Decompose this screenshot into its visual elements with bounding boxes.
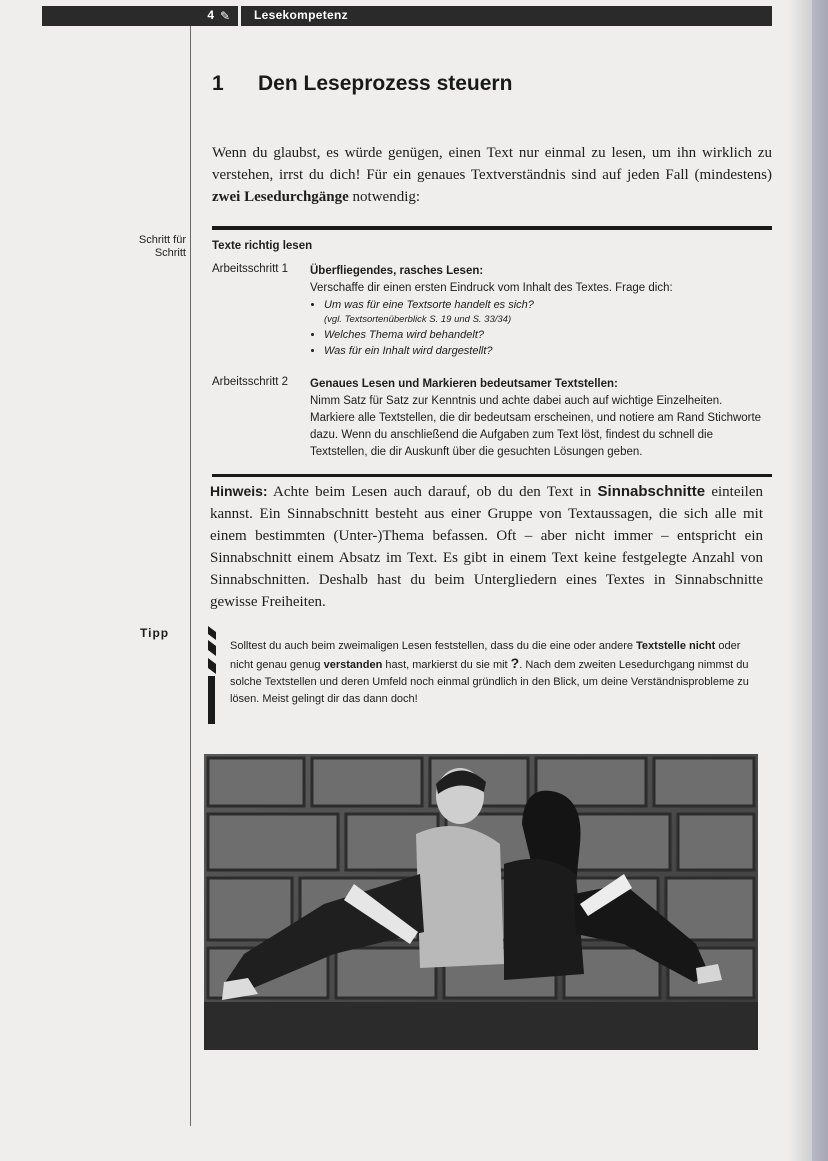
- pencil-icon: ✎: [220, 9, 231, 23]
- intro-paragraph: [212, 142, 772, 208]
- step2-text: Nimm Satz für Satz zur Kenntnis und achte dabei auch auf wichtige Einzelheiten. Markiere alle Textstellen, die dir bedeutsam erscheinen, und notiere am Rand Stichworte dazu. Wenn du anschließend die Aufgaben zum Text löst, findest du schnell die Textstellen, die dir Auskunft über die gesuchten Lösungen geben.: [310, 395, 762, 458]
- tip-text-4: . Nach dem zweiten Lesedurchgang nimmst du solche Textstellen und deren Umfeld noch einmal gründlich in den Blick, um deine Verständnisprobleme zu lösen. Meist gelingt dir das dann doch!: [230, 659, 749, 705]
- tip-emphasis-2: verstanden: [323, 659, 383, 671]
- hint-emphasis: Sinnabschnitte: [597, 483, 706, 500]
- steps-box: [212, 226, 772, 477]
- section-heading: [212, 72, 512, 96]
- intro-text-end: notwendig:: [348, 189, 421, 205]
- list-item: • Um was für eine Textsorte handelt es sich?: [324, 297, 770, 313]
- section-title: Den Leseprozess steuern: [258, 72, 513, 95]
- question-mark: ?: [510, 655, 520, 671]
- tip-text-2: oder nicht genau genug: [230, 640, 741, 671]
- running-header: [42, 6, 772, 26]
- steps-title: Texte richtig lesen: [212, 240, 313, 252]
- tip-text-3: hast, markierst du sie mit: [382, 659, 511, 671]
- hint-paragraph: [210, 480, 763, 613]
- pencil-icon: [206, 626, 216, 724]
- chapter-title: Lesekompetenz: [254, 8, 348, 22]
- step1-text: Verschaffe dir einen ersten Eindruck vom Inhalt des Textes. Frage dich:: [310, 282, 673, 294]
- section-number: 1: [212, 72, 224, 95]
- tip-emphasis-1: Textstelle nicht: [636, 640, 716, 652]
- list-item-reference: (vgl. Textsortenüberblick S. 19 und S. 33/34): [324, 314, 512, 325]
- side-label-tip: Tipp: [140, 626, 170, 640]
- side-label-steps: Schritt für Schritt: [138, 234, 186, 259]
- step2-label: Arbeitsschritt 2: [212, 376, 289, 388]
- list-item: • Welches Thema wird behandelt?: [324, 327, 770, 343]
- header-divider: [238, 6, 241, 26]
- step2-heading: Genaues Lesen und Markieren bedeutsamer Textstellen:: [310, 378, 618, 390]
- photo-students-reading: [204, 754, 758, 1050]
- step1-heading: Überfliegendes, rasches Lesen:: [310, 265, 484, 277]
- hint-label: Hinweis:: [210, 483, 268, 499]
- step1-body: [310, 263, 770, 359]
- tip-text-1: Solltest du auch beim zweimaligen Lesen feststellen, dass du die eine oder andere: [230, 640, 637, 652]
- step1-label: Arbeitsschritt 1: [212, 263, 289, 275]
- margin-rule: [190, 26, 191, 1126]
- page-edge-shadow: [788, 0, 828, 1161]
- step1-bullets: [310, 297, 770, 359]
- hint-text: Achte beim Lesen auch darauf, ob du den Text in: [267, 484, 598, 500]
- step2-body: [310, 376, 770, 461]
- tip-text: [230, 638, 760, 708]
- page-number: 4: [207, 8, 214, 22]
- hint-text-end: einteilen kannst. Ein Sinnabschnitt besteht aus einer Gruppe von Textaussagen, die sich alle mit einem bestimmten (Unter-)Thema befassen. Oft – aber nicht immer – entspricht ein Sinnabschnitt einem Absatz im Text. Es gibt in einem Text keine festgelegte Anzahl von Sinnabschnitten. Deshalb hast du beim Untergliedern eines Textes in Sinnabschnitte gewisse Freiheiten.: [210, 484, 763, 610]
- intro-emphasis: zwei Lesedurchgänge: [212, 189, 349, 205]
- intro-text: Wenn du glaubst, es würde genügen, einen Text nur einmal zu lesen, um ihn wirklich zu verstehen, irrst du dich! Für ein genaues Textverständnis sind auf jeden Fall (mindestens): [212, 145, 772, 183]
- list-item: • Was für ein Inhalt wird dargestellt?: [324, 343, 770, 359]
